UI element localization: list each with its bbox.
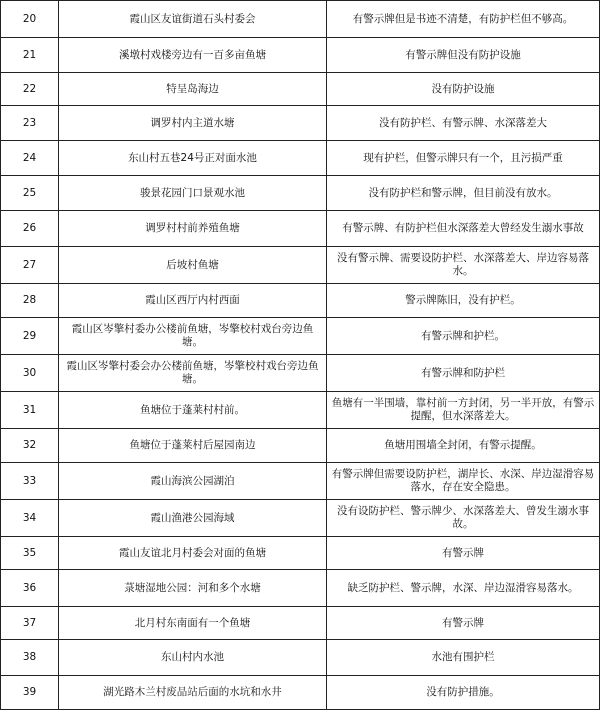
- table-row: [1, 640, 600, 676]
- location-cell: 后坡村鱼塘: [59, 247, 327, 284]
- status-cell: 水池有围护栏: [327, 640, 600, 676]
- row-number-cell: 33: [1, 463, 59, 500]
- location-cell: 霞山区岑擎村委会办公楼前鱼塘，岑擎校村戏台旁边鱼塘。: [59, 355, 327, 392]
- row-number-cell: 28: [1, 284, 59, 318]
- table-row: [1, 500, 600, 537]
- row-number-cell: 34: [1, 500, 59, 537]
- location-cell: 调罗村内主道水塘: [59, 106, 327, 141]
- row-number-cell: 27: [1, 247, 59, 284]
- status-cell: 有警示牌、有防护栏但水深落差大曾经发生溺水事故: [327, 211, 600, 247]
- row-number-cell: 30: [1, 355, 59, 392]
- status-cell: 没有设防护栏、警示牌少、水深落差大、曾发生溺水事故。: [327, 500, 600, 537]
- location-cell: 东山村五巷24号正对面水池: [59, 141, 327, 176]
- location-cell: 东山村内水池: [59, 640, 327, 676]
- location-cell: 霞山区西厅内村西面: [59, 284, 327, 318]
- table-row: [1, 537, 600, 570]
- table-row: [1, 570, 600, 607]
- location-cell: 特呈岛海边: [59, 73, 327, 106]
- row-number-cell: 22: [1, 73, 59, 106]
- status-cell: 缺乏防护栏、警示牌，水深、岸边湿滑容易落水。: [327, 570, 600, 607]
- table-row: [1, 211, 600, 247]
- row-number-cell: 21: [1, 38, 59, 73]
- table-row: [1, 38, 600, 73]
- status-cell: 没有防护栏和警示牌，但目前没有放水。: [327, 176, 600, 211]
- location-cell: 霞山友谊北月村委会对面的鱼塘: [59, 537, 327, 570]
- status-cell: 没有防护措施。: [327, 676, 600, 710]
- location-cell: 霞山渔港公园海域: [59, 500, 327, 537]
- status-cell: 有警示牌: [327, 537, 600, 570]
- row-number-cell: 20: [1, 1, 59, 38]
- row-number-cell: 31: [1, 392, 59, 429]
- status-cell: 警示牌陈旧，没有护栏。: [327, 284, 600, 318]
- row-number-cell: 37: [1, 607, 59, 640]
- status-cell: 没有防护栏、有警示牌、水深落差大: [327, 106, 600, 141]
- table-row: [1, 284, 600, 318]
- location-cell: 霞山区岑擎村委办公楼前鱼塘，岑擎校村戏台旁边鱼塘。: [59, 318, 327, 355]
- status-cell: 没有防护设施: [327, 73, 600, 106]
- location-cell: 菉塘湿地公园：河和多个水塘: [59, 570, 327, 607]
- location-cell: 北月村东南面有一个鱼塘: [59, 607, 327, 640]
- location-cell: 鱼塘位于蓬莱村后屋园南边: [59, 429, 327, 463]
- row-number-cell: 35: [1, 537, 59, 570]
- table-row: [1, 247, 600, 284]
- row-number-cell: 38: [1, 640, 59, 676]
- location-cell: 调罗村村前养殖鱼塘: [59, 211, 327, 247]
- location-cell: 霞山区友谊街道石头村委会: [59, 1, 327, 38]
- status-cell: 有警示牌但需要设防护栏，湖岸长、水深、岸边湿滑容易落水，存在安全隐患。: [327, 463, 600, 500]
- status-cell: 有警示牌和防护栏: [327, 355, 600, 392]
- status-cell: 有警示牌: [327, 607, 600, 640]
- status-cell: 现有护栏，但警示牌只有一个，且污损严重: [327, 141, 600, 176]
- location-cell: 湖光路木兰村废品站后面的水坑和水井: [59, 676, 327, 710]
- table-row: [1, 1, 600, 38]
- row-number-cell: 23: [1, 106, 59, 141]
- status-cell: 鱼塘有一半围墙，靠村前一方封闭，另一半开放，有警示提醒，但水深落差大。: [327, 392, 600, 429]
- table-row: [1, 607, 600, 640]
- table-row: [1, 73, 600, 106]
- table-row: [1, 318, 600, 355]
- row-number-cell: 25: [1, 176, 59, 211]
- table-row: [1, 355, 600, 392]
- table-row: [1, 463, 600, 500]
- row-number-cell: 32: [1, 429, 59, 463]
- location-cell: 溪墩村戏楼旁边有一百多亩鱼塘: [59, 38, 327, 73]
- table-row: [1, 392, 600, 429]
- row-number-cell: 26: [1, 211, 59, 247]
- status-cell: 有警示牌但没有防护设施: [327, 38, 600, 73]
- row-number-cell: 36: [1, 570, 59, 607]
- row-number-cell: 29: [1, 318, 59, 355]
- table-row: [1, 429, 600, 463]
- table-row: [1, 176, 600, 211]
- row-number-cell: 39: [1, 676, 59, 710]
- status-cell: 没有警示牌、需要设防护栏、水深落差大、岸边容易落水。: [327, 247, 600, 284]
- table-row: [1, 106, 600, 141]
- table-row: [1, 676, 600, 710]
- status-cell: 有警示牌和护栏。: [327, 318, 600, 355]
- row-number-cell: 24: [1, 141, 59, 176]
- status-cell: 有警示牌但是书迹不清楚，有防护栏但不够高。: [327, 1, 600, 38]
- location-cell: 鱼塘位于蓬莱村村前。: [59, 392, 327, 429]
- location-cell: 骏景花园门口景观水池: [59, 176, 327, 211]
- table-body: [1, 1, 600, 710]
- location-cell: 霞山海滨公园湖泊: [59, 463, 327, 500]
- status-cell: 鱼塘用围墙全封闭，有警示提醒。: [327, 429, 600, 463]
- table-row: [1, 141, 600, 176]
